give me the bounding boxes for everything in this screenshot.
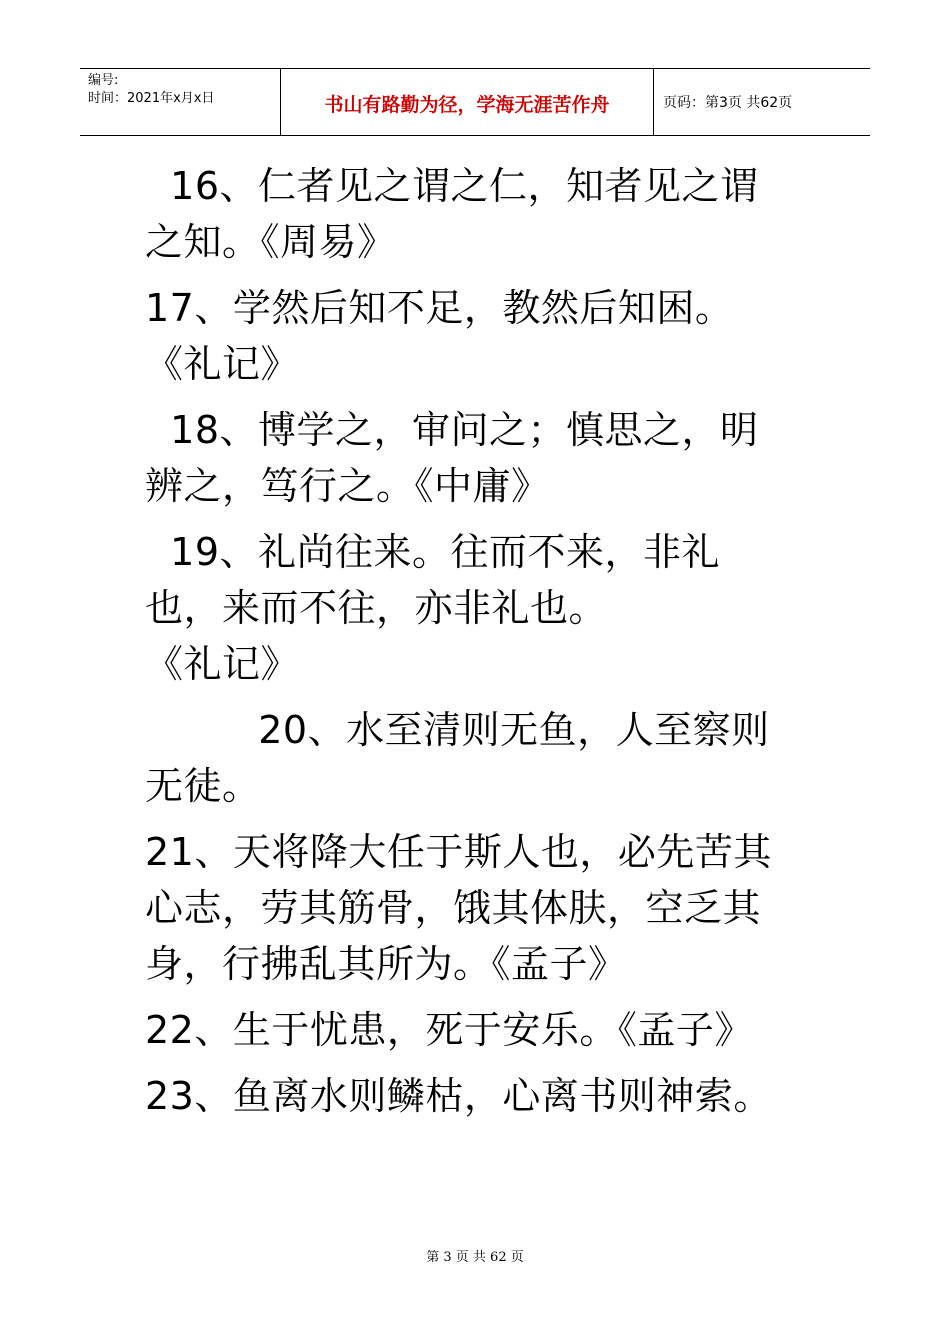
quote-item: 21、天将降大任于斯人也，必先苦其心志，劳其筋骨，饿其体肤，空乏其身，行拂乱其所为。《孟子》: [145, 830, 772, 986]
page-footer: 第 3 页 共 62 页: [426, 1250, 524, 1265]
quote-item: 16、仁者见之谓之仁，知者见之谓之知。《周易》: [145, 164, 759, 264]
time-label: 时间：2021年x月x日: [88, 91, 215, 106]
header-motto: 书山有路勤为径，学海无涯苦作舟: [281, 69, 654, 135]
quotes-list: [145, 158, 780, 1134]
header-page-info: 页码：第3页 共62页: [663, 95, 793, 111]
number-label: 编号:: [88, 73, 119, 88]
page-header: [80, 68, 870, 136]
quote-item: 18、博学之，审问之；慎思之，明辨之，笃行之。《中庸》: [145, 408, 759, 508]
header-meta: [80, 69, 281, 135]
quote-item: 22、生于忧患，死于安乐。《孟子》: [145, 1008, 753, 1052]
quote-item: 23、鱼离水则鳞枯，心离书则神索。: [145, 1074, 772, 1118]
quote-item: 17、学然后知不足，教然后知困。《礼记》: [145, 286, 734, 386]
quote-item: 19、礼尚往来。往而不来，非礼也，来而不往，亦非礼也。 《礼记》: [145, 530, 721, 686]
quote-item: 20、水至清则无鱼，人至察则无徒。: [145, 708, 770, 808]
